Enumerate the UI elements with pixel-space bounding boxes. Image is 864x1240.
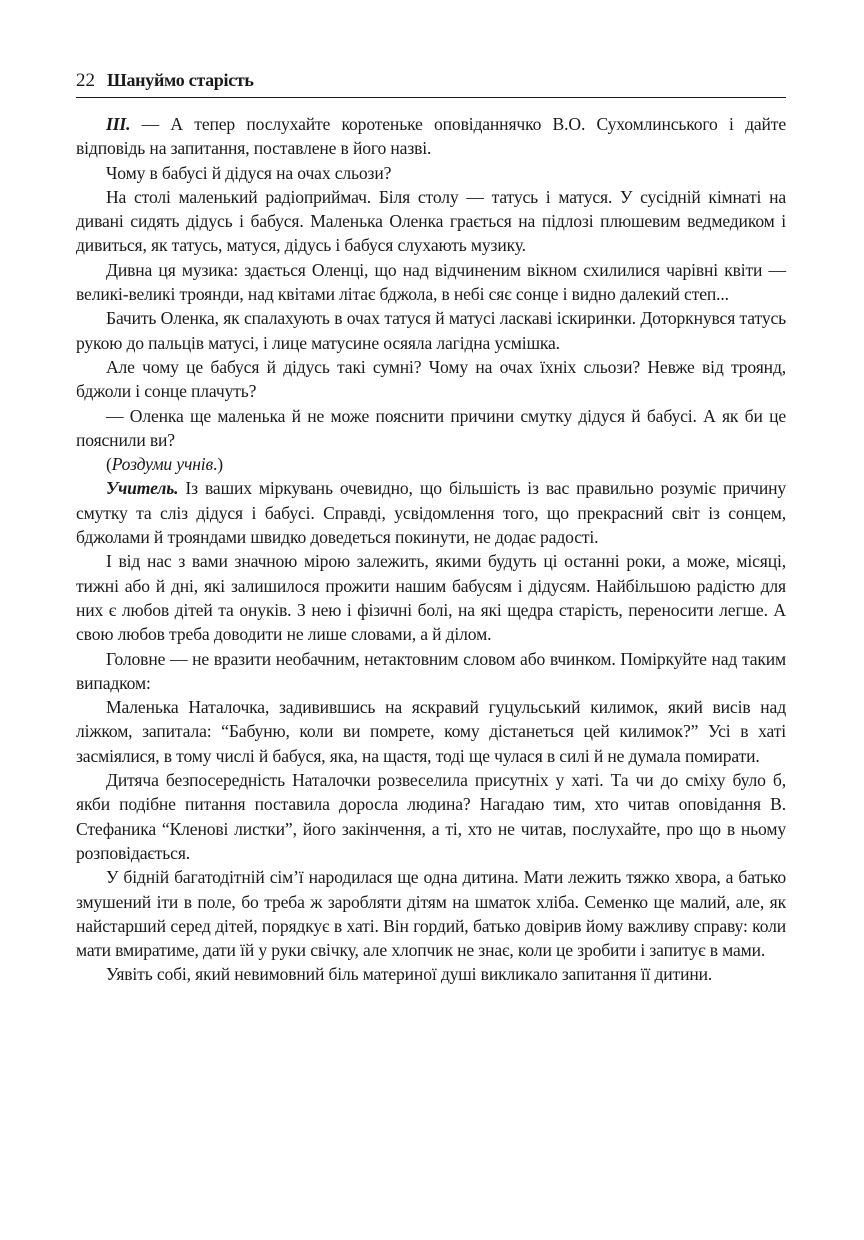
paragraph-intro	[76, 112, 786, 161]
body-text	[76, 112, 786, 987]
paragraph: — Оленка ще маленька й не може пояснити причини смутку дідуся й бабусі. А як би це пояснили ви?	[76, 405, 786, 450]
paragraph-student-reflections	[76, 452, 786, 476]
running-title: Шануймо старість	[107, 70, 254, 90]
paragraph-story-title: Чому в бабусі й дідуся на очах сльози?	[106, 162, 392, 183]
document-page	[76, 70, 786, 987]
page-number: 22	[76, 70, 95, 91]
paragraph: Дитяча безпосередність Наталочки розвеселила присутніх у хаті. Та чи до сміху було б, якби подібне питання поставила доросла людина? Нагадаю тим, хто читав оповідання В. Стефаника “Кленові листки”, його закінчення, а ті, хто не читав, послухайте, про що в ньому розповідається.	[76, 770, 786, 863]
paragraph: Бачить Оленка, як спалахують в очах татуся й матусі ласкаві іскиринки. Доторкнувся татусь рукою до пальців матусі, і лице матусине осяяла лагідна усмішка.	[76, 308, 786, 353]
paragraph-text: — А тепер послухайте коротеньке оповіданнячко В.О. Сухомлинського і дайте відповідь на запитання, поставлене в його назві.	[76, 114, 786, 159]
paren-close: .)	[213, 454, 223, 475]
speaker-lead: Учитель.	[106, 478, 179, 499]
paragraph: У бідній багатодітній сім’ї народилася ще одна дитина. Мати лежить тяжко хвора, а батько змушений іти в поле, бо треба ж заробляти дітям на шматок хліба. Семенко ще малий, але, як найстарший серед дітей, порядкує в хаті. Він гордий, батько довірив йому важливу справу: коли мати вмиратиме, дати їй у руки свічку, але хлопчик не знає, коли це зробити і запитує в мами.	[76, 867, 786, 961]
paragraph: Уявіть собі, який невимовний біль материної душі викликало запитання її дитини.	[106, 964, 713, 985]
paragraph: Головне — не вразити необачним, нетактовним словом або вчинком. Поміркуйте над таким випадком:	[76, 648, 786, 693]
italic-note: Роздуми учнів	[111, 454, 213, 475]
paragraph: Маленька Наталочка, задивившись на яскравий гуцульський килимок, який висів над ліжком, запитала: “Бабуню, коли ви помрете, кому дістанеться цей килимок?” Усі в хаті засміялися, в тому числі й бабуся, яка, на щастя, тоді ще чулася в силі й не думала помирати.	[76, 697, 786, 766]
paragraph: Але чому це бабуся й дідусь такі сумні? Чому на очах їхніх сльози? Невже від троянд, бджоли і сонце плачуть?	[76, 356, 786, 402]
paragraph-text: Із ваших міркувань очевидно, що більшість із вас правильно розуміє причину смутку та сліз дідуся і бабусі. Справді, усвідомлення того, що прекрасний світ із сонцем, бджолами й трояндами швидко доведеться покинути, не додає радості.	[76, 478, 786, 548]
section-lead: III.	[106, 114, 131, 134]
paragraph: Дивна ця музика: здається Оленці, що над відчиненим вікном схилилися чарівні квіти — великі-великі троянди, над квітами літає бджола, в небі сяє сонце і видно далекий степ...	[76, 259, 786, 305]
paren-open: (	[106, 454, 112, 475]
paragraph: На столі маленький радіоприймач. Біля столу — татусь і матуся. У сусідній кімнаті на дивані сидять дідусь і бабуся. Маленька Оленка грається на підлозі плюшевим ведмедиком і дивиться, як татусь, матуся, дідусь і бабуся слухають музику.	[76, 186, 786, 256]
page-header	[76, 70, 786, 98]
paragraph-teacher	[76, 476, 786, 549]
paragraph: І від нас з вами значною мірою залежить, якими будуть ці останні роки, а може, місяці, тижні або й дні, які залишилося прожити нашим бабусям і дідусям. Найбільшою радістю для них є любов дітей та онуків. З нею і фізичні болі, на які щедра старість, переносити легше. А свою любов треба доводити не лише словами, а й ділом.	[76, 551, 786, 645]
